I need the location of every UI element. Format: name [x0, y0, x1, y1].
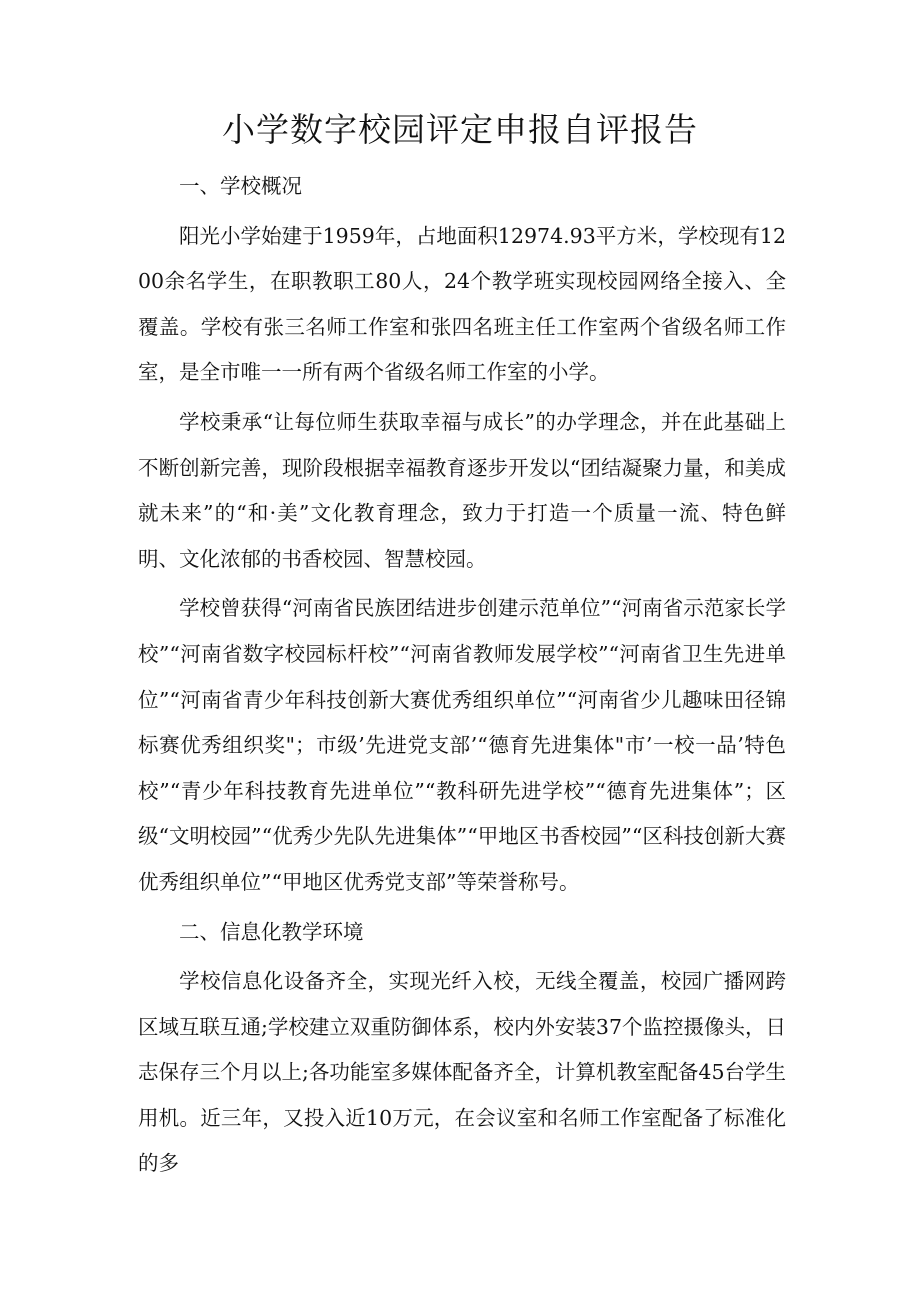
document-title: 小学数字校园评定申报自评报告	[222, 110, 698, 149]
paragraph-school-philosophy: 学校秉承“让每位师生获取幸福与成长”的办学理念，并在此基础上不断创新完善，现阶段根据幸福教育逐步开发以“团结凝聚力量，和美成就未来”的“和·美”文化教育理念，致力于打造一个质量一流、特色鲜明、文化浓郁的书香校园、智慧校园。	[138, 409, 786, 571]
paragraph-it-equipment: 学校信息化设备齐全，实现光纤入校，无线全覆盖，校园广播网跨区域互联互通;学校建立双重防御体系，校内外安装37个监控摄像头，日志保存三个月以上;各功能室多媒体配备齐全，计算机教室配备45台学生用机。近三年，又投入近10万元，在会议室和名师工作室配备了标准化的多	[138, 969, 786, 1176]
paragraph-school-basics: 阳光小学始建于1959年，占地面积12974.93平方米，学校现有1200余名学生，在职教职工80人，24个教学班实现校园网络全接入、全覆盖。学校有张三名师工作室和张四名班主任工作室两个省级名师工作室，是全市唯一一所有两个省级名师工作室的小学。	[138, 223, 786, 385]
section-heading-it-environment: 二、信息化教学环境	[179, 919, 364, 944]
section-heading-school-overview: 一、学校概况	[179, 174, 302, 198]
paragraph-school-honors: 学校曾获得“河南省民族团结进步创建示范单位”“河南省示范家长学校”“河南省数字校园标杆校”“河南省教师发展学校”“河南省卫生先进单位”“河南省青少年科技创新大赛优秀组织单位”“河南省少儿趣味田径锦标赛优秀组织奖"；市级’先进党支部’“德育先进集体"市’一校一品’特色校”“青少年科技教育先进单位”“教科研先进学校”“德育先进集体”；区级“文明校园”“优秀少先队先进集体”“甲地区书香校园”“区科技创新大赛优秀组织单位”“甲地区优秀党支部”等荣誉称号。	[138, 596, 786, 894]
document-body	[138, 164, 786, 1191]
